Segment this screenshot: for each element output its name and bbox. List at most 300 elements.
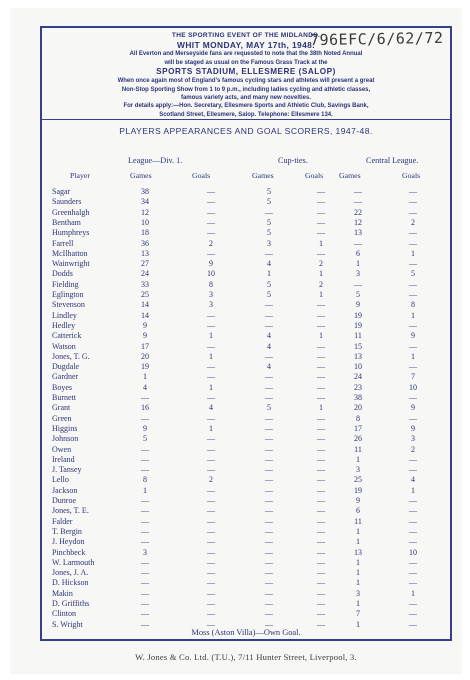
advertisement-block [42,28,450,118]
cup-goals-cell: — [317,187,325,196]
central-games-cell: 3 [356,588,360,598]
league-games-cell: 14 [141,310,149,320]
header-central-goals: Goals [402,171,421,180]
player-name: Pinchbeck [52,547,86,557]
central-goals-cell: 1 [411,588,415,598]
league-goals-cell: — [207,372,215,382]
cup-goals-cell: — [317,207,325,217]
cup-games-cell: — [265,599,273,608]
cup-goals-cell: — [317,248,325,258]
player-name: D. Griffiths [52,599,90,608]
central-goals-cell: 10 [409,382,417,392]
league-games-cell: 25 [141,290,149,299]
central-goals-cell: — [409,187,417,196]
cup-goals-cell: — [317,351,325,361]
central-games-cell: 15 [354,341,362,351]
central-goals-cell: 5 [411,269,415,279]
ad-text-line: famous variety acts, and many new novelties. [180,95,312,102]
league-goals-cell: — [207,362,215,372]
header-league-goals: Goals [192,171,211,180]
league-goals-cell: — [207,217,215,227]
central-games-cell: 11 [354,444,362,454]
ad-text-line: Non-Stop Sporting Show from 1 to 9 p.m., including ladies cycling and athletic classes, [121,86,371,93]
league-goals-cell: 8 [209,279,213,289]
league-goals-cell: — [207,310,215,320]
central-goals-cell: — [409,609,417,619]
cup-games-cell: — [265,537,273,547]
league-games-cell: — [141,568,149,578]
league-goals-cell: 1 [209,351,213,361]
cup-goals-cell: — [317,197,325,207]
central-goals-cell: 4 [411,475,415,485]
cup-goals-cell: 2 [319,259,323,269]
cup-games-cell: 4 [267,341,271,351]
cup-games-cell: — [265,444,273,454]
page-border [40,26,452,641]
league-games-cell: 36 [141,238,149,248]
cup-goals-cell: — [317,475,325,485]
cup-goals-cell: — [317,506,325,516]
player-name: Wainwright [52,259,90,269]
central-games-cell: 6 [356,506,360,516]
cup-games-cell: 5 [267,187,271,196]
player-name: Jackson [52,485,78,495]
cup-goals-cell: 1 [319,403,323,413]
cup-games-cell: — [265,300,273,310]
ad-headline: THE SPORTING EVENT OF THE MIDLANDS. [171,32,321,39]
league-games-cell: 27 [141,259,149,269]
player-name: D. Hickson [52,578,89,588]
league-goals-cell: 2 [209,238,213,248]
league-games-cell: 9 [143,320,147,330]
league-goals-cell: — [207,454,215,464]
cup-goals-cell: — [317,372,325,382]
league-goals-cell: — [207,547,215,557]
header-player: Player [70,171,90,180]
central-games-cell: 13 [354,547,362,557]
player-name: Ireland [52,454,75,464]
central-goals-cell: — [409,537,417,547]
league-games-cell: — [141,619,149,629]
central-games-cell: 20 [354,403,362,413]
league-games-cell: — [141,588,149,598]
central-games-cell: 1 [356,619,360,629]
league-goals-cell: — [207,619,215,629]
league-goals-cell: — [207,207,215,217]
league-goals-cell: — [207,434,215,444]
cup-games-cell: — [265,475,273,485]
league-goals-cell: — [207,187,215,196]
player-name: Watson [52,341,76,351]
player-name: Burnett [52,393,76,402]
cup-games-cell: 1 [267,269,271,279]
league-goals-cell: — [207,341,215,351]
cup-goals-cell: — [317,537,325,547]
central-games-cell: 19 [354,310,362,320]
central-goals-cell: 7 [411,372,415,382]
central-goals-cell: — [409,619,417,629]
ad-text-line: For details apply:—Hon. Secretary, Ellesmere Sports and Athletic Club, Savings Bank, [123,103,369,110]
player-name: Bentham [52,217,81,227]
central-games-cell: — [354,238,362,248]
competition-cup: Cup-ties. [278,156,308,165]
cup-games-cell: — [265,351,273,361]
central-games-cell: 1 [356,578,360,588]
player-name: Jones, T. G. [52,351,90,361]
cup-games-cell: — [265,516,273,526]
cup-games-cell: 5 [267,197,271,207]
cup-goals-cell: — [317,526,325,536]
player-name: Saunders [52,197,82,207]
cup-goals-cell: — [317,485,325,495]
player-name: Gardner [52,372,79,382]
cup-games-cell: 4 [267,362,271,372]
central-games-cell: 1 [356,599,360,608]
cup-goals-cell: — [317,434,325,444]
central-games-cell: 5 [356,290,360,299]
cup-goals-cell: — [317,609,325,619]
player-name: J. Heydon [52,537,85,547]
league-games-cell: 33 [141,279,149,289]
central-games-cell: 11 [354,331,362,341]
cup-goals-cell: — [317,444,325,454]
central-goals-cell: — [409,290,417,299]
cup-games-cell: — [265,578,273,588]
competition-central: Central League. [366,156,419,165]
central-games-cell: 19 [354,320,362,330]
central-goals-cell: 9 [411,331,415,341]
cup-games-cell: — [265,248,273,258]
central-goals-cell: 10 [409,547,417,557]
cup-games-cell: — [265,465,273,475]
central-goals-cell: — [409,465,417,475]
cup-goals-cell: 1 [319,331,323,341]
table-footnote: Moss (Aston Villa)—Own Goal. [191,628,301,637]
cup-games-cell: — [265,382,273,392]
league-goals-cell: — [207,444,215,454]
player-name: Jones, T. E. [52,506,89,516]
cup-games-cell: — [265,588,273,598]
cup-goals-cell: — [317,393,325,402]
cup-goals-cell: — [317,382,325,392]
league-games-cell: 16 [141,403,149,413]
league-goals-cell: — [207,228,215,238]
player-name: McIlhatton [52,248,88,258]
league-goals-cell: — [207,465,215,475]
league-goals-cell: 10 [207,269,215,279]
player-name: J. Tansey [52,465,82,475]
league-games-cell: 17 [141,341,149,351]
table-title: PLAYERS APPEARANCES AND GOAL SCORERS, 1947-48. [119,126,373,136]
cup-goals-cell: — [317,300,325,310]
cup-games-cell: — [265,526,273,536]
central-games-cell: 1 [356,557,360,567]
central-goals-cell: — [409,341,417,351]
central-games-cell: 26 [354,434,362,444]
printer-imprint: W. Jones & Co. Ltd. (T.U.), 7/11 Hunter Street, Liverpool, 3. [135,652,357,662]
cup-goals-cell: — [317,557,325,567]
section-divider [42,119,450,120]
league-goals-cell: — [207,506,215,516]
league-games-cell: 20 [141,351,149,361]
league-goals-cell: — [207,393,215,402]
league-games-cell: 8 [143,475,147,485]
league-games-cell: 5 [143,434,147,444]
cup-games-cell: 5 [267,403,271,413]
cup-goals-cell: 1 [319,269,323,279]
ad-text-line: Scotland Street, Ellesmere, Salop. Telephone: Ellesmere 134. [159,111,333,118]
central-games-cell: 9 [356,300,360,310]
cup-games-cell: — [265,557,273,567]
handwritten-annotation: 796EFC/6/62/72 [309,28,444,50]
central-games-cell: — [354,279,362,289]
header-league-games: Games [130,171,152,180]
cup-games-cell: 5 [267,217,271,227]
cup-games-cell: — [265,619,273,629]
header-central-games: Games [339,171,361,180]
league-games-cell: 10 [141,217,149,227]
player-name: Owen [52,444,72,454]
cup-games-cell: — [265,609,273,619]
central-goals-cell: — [409,454,417,464]
league-games-cell: 14 [141,300,149,310]
player-name: Eglington [52,290,84,299]
central-goals-cell: — [409,599,417,608]
cup-goals-cell: — [317,619,325,629]
cup-goals-cell: — [317,547,325,557]
league-goals-cell: — [207,413,215,423]
cup-goals-cell: — [317,423,325,433]
cup-games-cell: — [265,413,273,423]
cup-goals-cell: — [317,588,325,598]
player-name: Sagar [52,187,71,196]
player-name: Grant [52,403,71,413]
central-goals-cell: 1 [411,485,415,495]
player-name: Lindley [52,310,77,320]
cup-games-cell: — [265,496,273,505]
league-games-cell: 24 [141,269,149,279]
central-games-cell: — [354,197,362,207]
cup-games-cell: — [265,207,273,217]
league-games-cell: — [141,557,149,567]
central-games-cell: 19 [354,485,362,495]
league-goals-cell: 3 [209,300,213,310]
central-games-cell: 13 [354,351,362,361]
header-cup-goals: Goals [305,171,324,180]
league-goals-cell: — [207,588,215,598]
league-goals-cell: — [207,568,215,578]
cup-goals-cell: — [317,228,325,238]
cup-goals-cell: — [317,568,325,578]
central-goals-cell: — [409,413,417,423]
league-games-cell: — [141,444,149,454]
player-name: Lello [52,475,69,485]
player-name: Humphreys [52,228,90,238]
central-games-cell: 1 [356,537,360,547]
league-goals-cell: — [207,516,215,526]
central-goals-cell: — [409,506,417,516]
league-games-cell: 3 [143,547,147,557]
league-goals-cell: 9 [209,259,213,269]
player-name: Higgins [52,423,78,433]
league-games-cell: — [141,537,149,547]
central-goals-cell: — [409,578,417,588]
central-games-cell: 24 [354,372,362,382]
cup-goals-cell: — [317,516,325,526]
cup-games-cell: — [265,568,273,578]
central-goals-cell: 8 [411,300,415,310]
central-goals-cell: 3 [411,434,415,444]
central-games-cell: 10 [354,362,362,372]
central-games-cell: 25 [354,475,362,485]
central-games-cell: 13 [354,228,362,238]
ad-text-line: will be staged as usual on the Famous Grass Track at the [164,59,328,66]
competition-league: League—Div. 1. [128,156,183,165]
league-goals-cell: 1 [209,423,213,433]
programme-page [10,8,462,674]
cup-games-cell: 4 [267,259,271,269]
league-goals-cell: 4 [209,403,213,413]
central-goals-cell: — [409,526,417,536]
cup-goals-cell: — [317,320,325,330]
league-games-cell: 13 [141,248,149,258]
player-name: Boyes [52,382,72,392]
central-goals-cell: — [409,320,417,330]
central-games-cell: 23 [354,382,362,392]
player-name: Dodds [52,269,73,279]
central-games-cell: 11 [354,516,362,526]
league-goals-cell: — [207,496,215,505]
league-goals-cell: — [207,485,215,495]
central-games-cell: 38 [354,393,362,402]
ad-text-line: All Everton and Merseyside fans are requested to note that the 38th Noted Annual [129,51,363,58]
ad-venue: SPORTS STADIUM, ELLESMERE (SALOP) [156,67,336,77]
central-goals-cell: — [409,496,417,505]
cup-goals-cell: — [317,413,325,423]
player-name: Catterick [52,331,82,341]
cup-games-cell: 4 [267,331,271,341]
league-games-cell: — [141,599,149,608]
player-name: Greenhalgh [52,207,90,217]
central-goals-cell: 1 [411,351,415,361]
player-name: Dugdale [52,362,80,372]
cup-games-cell: — [265,310,273,320]
league-goals-cell: — [207,248,215,258]
central-goals-cell: — [409,197,417,207]
player-name: T. Bergin [52,526,82,536]
central-games-cell: 12 [354,217,362,227]
league-goals-cell: — [207,609,215,619]
central-goals-cell: 2 [411,444,415,454]
cup-goals-cell: 2 [319,279,323,289]
cup-games-cell: 5 [267,279,271,289]
ad-date: WHIT MONDAY, MAY 17th, 1948. [177,40,315,51]
league-games-cell: — [141,454,149,464]
central-goals-cell: — [409,568,417,578]
cup-games-cell: — [265,454,273,464]
league-goals-cell: — [207,197,215,207]
central-games-cell: 3 [356,269,360,279]
cup-games-cell: — [265,547,273,557]
league-goals-cell: — [207,526,215,536]
league-games-cell: — [141,506,149,516]
league-games-cell: — [141,526,149,536]
central-goals-cell: — [409,228,417,238]
league-games-cell: — [141,578,149,588]
player-name: Farrell [52,238,74,248]
player-name: Falder [52,516,73,526]
cup-games-cell: — [265,434,273,444]
cup-games-cell: — [265,320,273,330]
player-name: Fielding [52,279,79,289]
central-games-cell: 6 [356,248,360,258]
league-goals-cell: 1 [209,382,213,392]
central-games-cell: — [354,187,362,196]
league-games-cell: 38 [141,187,149,196]
league-goals-cell: 3 [209,290,213,299]
cup-games-cell: 5 [267,290,271,299]
cup-goals-cell: — [317,362,325,372]
central-goals-cell: 2 [411,217,415,227]
central-goals-cell: — [409,516,417,526]
central-goals-cell: — [409,238,417,248]
league-games-cell: 9 [143,331,147,341]
player-name: Makin [52,588,73,598]
league-goals-cell: — [207,320,215,330]
league-games-cell: — [141,393,149,402]
cup-goals-cell: — [317,341,325,351]
league-games-cell: 18 [141,228,149,238]
league-goals-cell: — [207,599,215,608]
central-goals-cell: — [409,279,417,289]
league-goals-cell: — [207,537,215,547]
league-games-cell: — [141,413,149,423]
central-games-cell: 1 [356,526,360,536]
cup-goals-cell: — [317,465,325,475]
cup-games-cell: — [265,423,273,433]
central-goals-cell: 1 [411,310,415,320]
central-games-cell: 1 [356,568,360,578]
cup-goals-cell: 1 [319,290,323,299]
cup-goals-cell: — [317,599,325,608]
league-games-cell: 19 [141,362,149,372]
league-goals-cell: 2 [209,475,213,485]
central-games-cell: 1 [356,454,360,464]
central-goals-cell: — [409,259,417,269]
player-name: W. Larmouth [52,557,95,567]
central-goals-cell: 9 [411,403,415,413]
league-games-cell: 1 [143,485,147,495]
central-games-cell: 22 [354,207,362,217]
central-goals-cell: — [409,362,417,372]
league-games-cell: — [141,609,149,619]
central-games-cell: 1 [356,259,360,269]
central-games-cell: 3 [356,465,360,475]
central-games-cell: 9 [356,496,360,505]
league-games-cell: 1 [143,372,147,382]
central-goals-cell: 9 [411,423,415,433]
cup-games-cell: — [265,485,273,495]
player-name: Clinton [52,609,77,619]
league-games-cell: — [141,496,149,505]
cup-games-cell: 3 [267,238,271,248]
cup-games-cell: — [265,506,273,516]
league-games-cell: — [141,516,149,526]
league-goals-cell: — [207,578,215,588]
central-games-cell: 17 [354,423,362,433]
cup-games-cell: — [265,393,273,402]
ad-text-line: When once again most of England's famous cycling stars and athletes will present a great [117,78,375,85]
